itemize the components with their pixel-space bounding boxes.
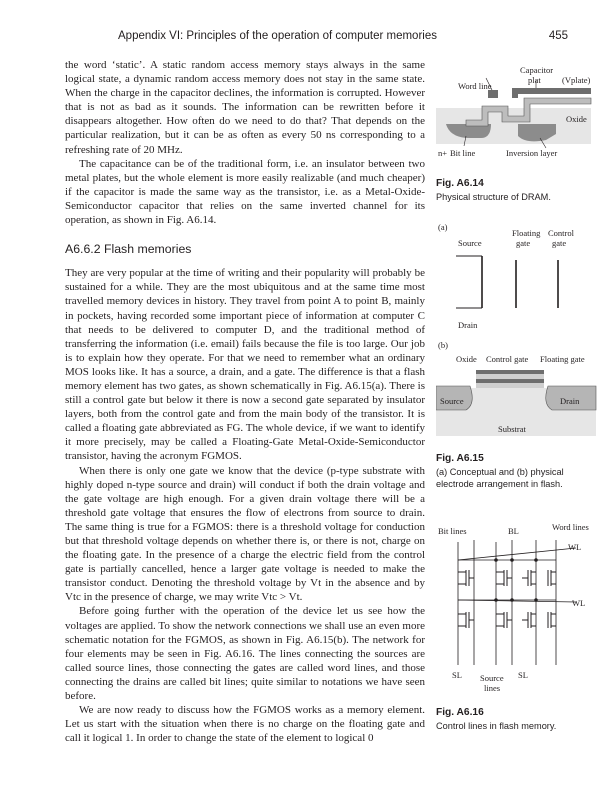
bit-lines-label: Bit lines — [438, 526, 467, 536]
drain-label: Drain — [560, 396, 580, 406]
insulator-layer — [476, 383, 544, 388]
wl-label: WL — [572, 598, 586, 608]
word-line-label: Word line — [458, 81, 492, 91]
dram-structure-diagram — [436, 58, 601, 173]
lines-label: lines — [484, 683, 501, 693]
caption-text: Control lines in flash memory. — [436, 721, 557, 731]
word-lines-label: Word lines — [552, 522, 589, 532]
source-label: Source — [440, 396, 464, 406]
oxide-label: Oxide — [566, 114, 587, 124]
main-text — [65, 58, 425, 745]
paragraph: Before going further with the operation of the device let us see how the voltages are applied. To show the network connections we shall use an even more schematic notation for the FGMOS, as shown in Fig. A6.15(b). The network for four elements may be seen in Fig. A6.16. The lines connecting the sources are called source lines, those connecting the gates are called word lines, and those connecting the drains are called bit lines; quite similar to notations we have seen before. — [65, 605, 425, 703]
n-plus-label: n+ — [438, 148, 448, 158]
bit-line-label: Bit line — [450, 148, 476, 158]
floating-gate — [476, 379, 544, 383]
caption-title: Fig. A6.15 — [436, 453, 484, 464]
grid-lines — [458, 540, 576, 665]
oxide-label: Oxide — [456, 354, 477, 364]
plat-label: plat — [528, 75, 541, 85]
drain-label: Drain — [458, 320, 478, 330]
inversion-layer-label: Inversion layer — [506, 148, 558, 158]
vplate-label: (Vplate) — [562, 75, 591, 85]
flash-electrode-diagram — [436, 220, 601, 448]
paragraph: The capacitance can be of the traditional form, i.e. an insulator between two metal plates, but the whole element is more easily realizable (and much cheaper) if the capacitor is made the same way as the transistor, i.e. as a Metal-Oxide-Semiconductor capacitor that relies on the same inverted channel for its operation, as shown in Fig. A6.14. — [65, 157, 425, 227]
caption — [436, 707, 596, 732]
bl-label: BL — [508, 526, 519, 536]
running-header — [0, 30, 615, 46]
figure-a6-15 — [436, 220, 596, 490]
caption-title: Fig. A6.16 — [436, 707, 484, 718]
figure-a6-14 — [436, 58, 596, 203]
page-number: 455 — [548, 30, 568, 42]
caption-text: (a) Conceptual and (b) physical electrode arrangement in flash. — [436, 467, 564, 489]
section-heading: A6.6.2 Flash memories — [65, 242, 192, 257]
fgmos-cells — [458, 570, 556, 628]
flash-control-lines-diagram — [436, 520, 601, 702]
paragraph: the word ‘static’. A static random access memory stays always in the same logical state, a dynamic random access memory does not stay in the same state. When the charge in the capacitor declines, the information is corrupted. However that is not as bad as it sounds. The information can be rewritten before it disappears altogether. How often do we need to do that? That depends on the particular realization, but it can be as often as every 50 ns corresponding to a refreshing rate of 20 MHz. — [65, 59, 425, 156]
source-label: Source — [458, 238, 482, 248]
word-line-gate — [488, 90, 498, 98]
paragraph: We are now ready to discuss how the FGMOS works as a memory element. Let us start with the situation when there is no charge on the floating gate and call it logical 1. In order to change the state of the element to logical 0 — [65, 704, 425, 745]
sl-label: SL — [452, 670, 462, 680]
sl-label: SL — [518, 670, 528, 680]
paragraph: When there is only one gate we know that the device (p-type substrate with highly doped n-type source and drain) will conduct if both the drain voltage and the gate voltage are high enough. For a given drain voltage there will be a threshold gate voltage that ensures the flow of electrons from source to drain. The same thing is true for a FGMOS: there is a threshold voltage for conduction but that threshold voltage depends on whether there is, or there is not, charge on the floating gate. In the presence of a charge the electric field from the control gate is partially cancelled, hence a larger gate voltage is needed to make the transistor conduct. Denoting the threshold voltage by Vt in the absence and by Vtc in the presence of charge, we may write Vtc > Vt. — [65, 464, 425, 604]
caption-text: Physical structure of DRAM. — [436, 192, 551, 202]
floating-gate-label: Floating gate — [540, 354, 585, 364]
control-label: Control — [548, 228, 574, 238]
part-a-label: (a) — [438, 222, 448, 232]
figure-a6-16 — [436, 520, 596, 732]
part-b-label: (b) — [438, 340, 448, 350]
capacitor-label: Capacitor — [520, 65, 554, 75]
caption — [436, 453, 596, 490]
insulator-layer — [476, 374, 544, 379]
paragraph: They are very popular at the time of writing and their popularity will probably be sustained for a while. They are the most ubiquitous and at the same time most travelled memory devices in history. They travel from point A to point B, mainly in pockets, having recorded some important piece of information at computer C that needs to be delivered to computer D, and the traditional method of transferring the information (i.e. email) fails because the file is too large. Our job is to explain how they operate. For that we need to remember what an ordinary MOS looks like. It has a source, a drain, and a gate. The difference is that a flash memory element has two gates, as shown schematically in Fig. A6.15(a). There is still a control gate but below it there is now a second gate separated by insulator layers, both from the control gate and from the main body of the transistor. It is called a floating gate abbreviated as FG. The whole device, if we want to identify it more precisely, may be called a Floating-Gate Metal-Oxide-Semiconductor transistor, having the acronym FGMOS. — [65, 267, 425, 463]
source-label: Source — [480, 673, 504, 683]
capacitor-plate — [512, 88, 591, 98]
control-gate-label: Control gate — [486, 354, 529, 364]
gate-label: gate — [516, 238, 531, 248]
running-title: Appendix VI: Principles of the operation of computer memories — [118, 30, 437, 42]
wl-label: WL — [568, 542, 582, 552]
caption — [436, 178, 596, 203]
gate-label: gate — [552, 238, 567, 248]
substrate-label: Substrat — [498, 424, 526, 434]
floating-label: Floating — [512, 228, 541, 238]
control-gate — [476, 370, 544, 374]
caption-title: Fig. A6.14 — [436, 178, 484, 189]
